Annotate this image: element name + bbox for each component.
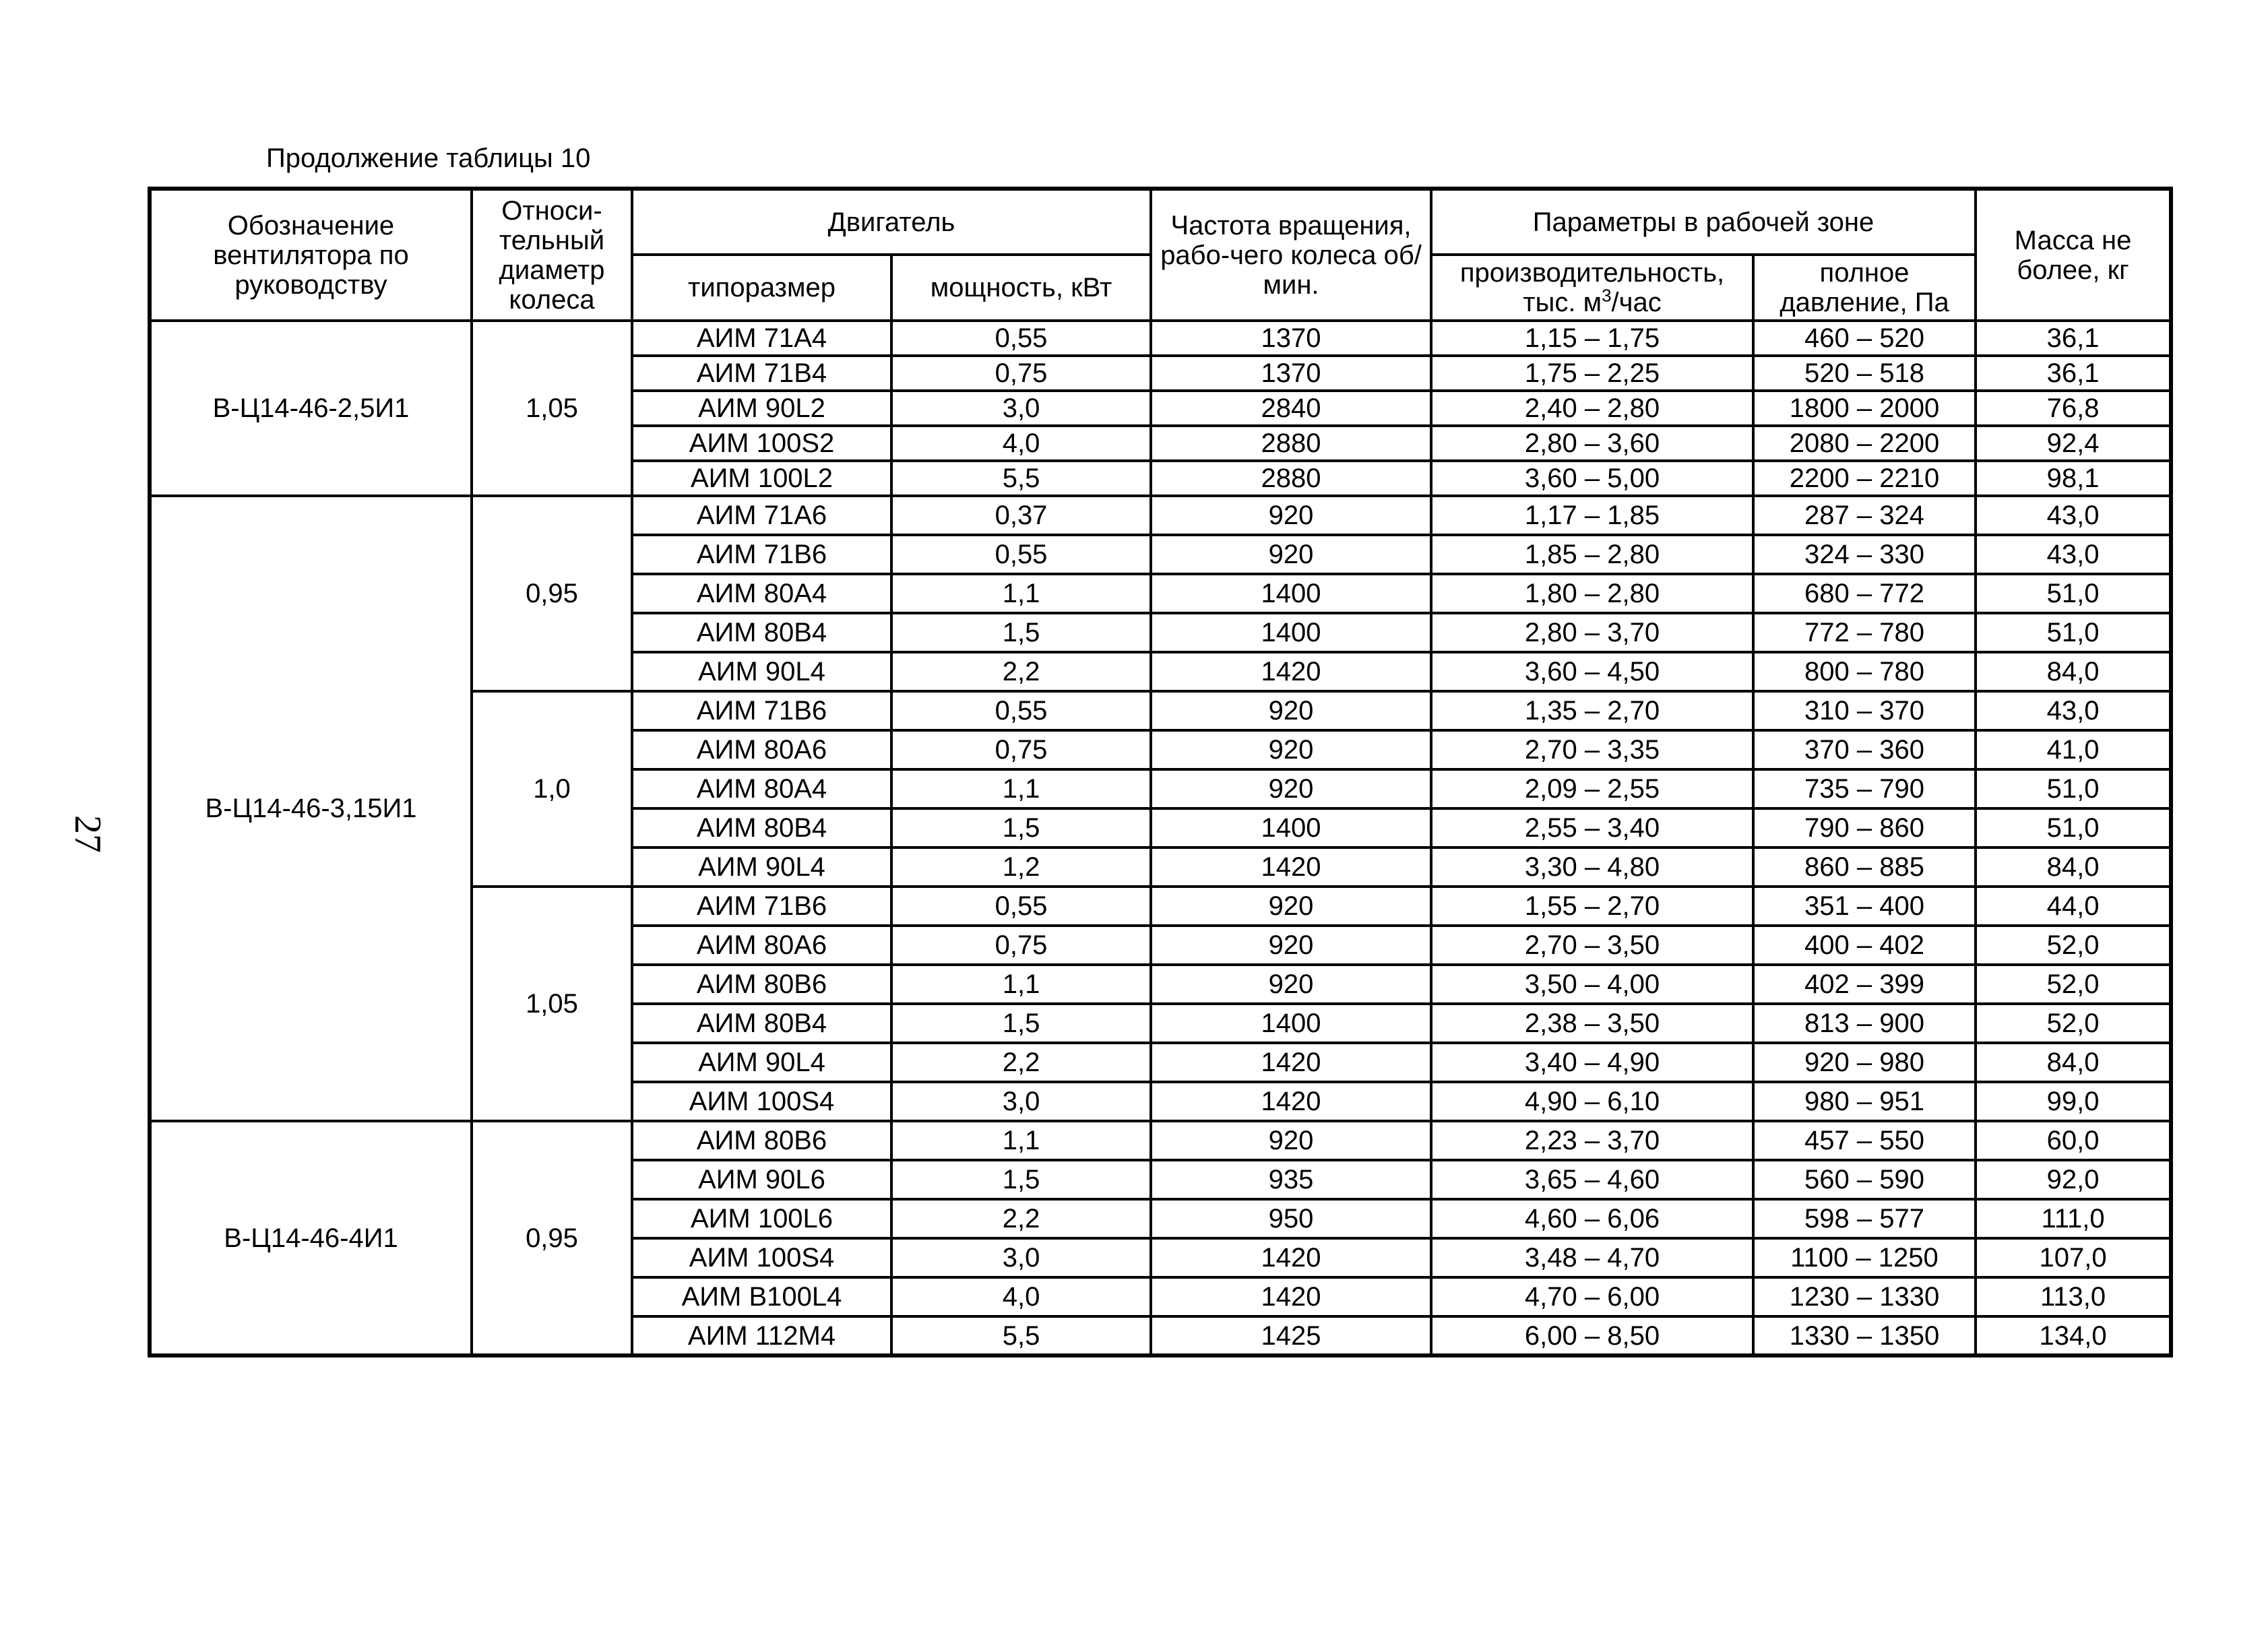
- header-work-zone: Параметры в рабочей зоне: [1431, 189, 1976, 255]
- pressure-cell: 980 – 951: [1753, 1082, 1976, 1121]
- mass-cell: 36,1: [1976, 356, 2171, 391]
- flow-cell: 1,55 – 2,70: [1431, 887, 1753, 926]
- table-caption: Продолжение таблицы 10: [266, 143, 591, 173]
- pressure-cell: 1230 – 1330: [1753, 1277, 1976, 1316]
- mass-cell: 43,0: [1976, 535, 2171, 574]
- pressure-cell: 735 – 790: [1753, 769, 1976, 808]
- page-number: 27: [67, 815, 108, 853]
- pressure-cell: 310 – 370: [1753, 691, 1976, 730]
- motor-power-cell: 5,5: [891, 461, 1151, 496]
- motor-type-cell: АИМ 90L2: [632, 391, 891, 426]
- motor-power-cell: 3,0: [891, 1082, 1151, 1121]
- motor-type-cell: АИМ 100S4: [632, 1238, 891, 1277]
- rpm-cell: 935: [1151, 1160, 1431, 1199]
- pressure-cell: 1330 – 1350: [1753, 1316, 1976, 1355]
- motor-type-cell: АИМ 112М4: [632, 1316, 891, 1355]
- motor-type-cell: АИМ 80А6: [632, 926, 891, 965]
- motor-power-cell: 2,2: [891, 1043, 1151, 1082]
- motor-power-cell: 0,55: [891, 321, 1151, 356]
- mass-cell: 113,0: [1976, 1277, 2171, 1316]
- header-flow-unit: тыс. м: [1523, 288, 1602, 317]
- flow-cell: 1,80 – 2,80: [1431, 574, 1753, 613]
- header-flow-sup: 3: [1602, 285, 1612, 306]
- motor-type-cell: АИМ 100S2: [632, 426, 891, 461]
- mass-cell: 52,0: [1976, 926, 2171, 965]
- rpm-cell: 1420: [1151, 848, 1431, 887]
- header-fan: Обозначение вентилятора по руководству: [150, 189, 472, 321]
- motor-type-cell: АИМ 90L4: [632, 848, 891, 887]
- mass-cell: 107,0: [1976, 1238, 2171, 1277]
- motor-power-cell: 1,5: [891, 613, 1151, 652]
- motor-power-cell: 1,2: [891, 848, 1151, 887]
- rpm-cell: 920: [1151, 496, 1431, 535]
- pressure-cell: 400 – 402: [1753, 926, 1976, 965]
- rpm-cell: 920: [1151, 965, 1431, 1004]
- mass-cell: 51,0: [1976, 808, 2171, 848]
- flow-cell: 1,75 – 2,25: [1431, 356, 1753, 391]
- motor-power-cell: 0,55: [891, 887, 1151, 926]
- motor-type-cell: АИМ 80В4: [632, 808, 891, 848]
- rpm-cell: 920: [1151, 1121, 1431, 1160]
- flow-cell: 3,40 – 4,90: [1431, 1043, 1753, 1082]
- pressure-cell: 2200 – 2210: [1753, 461, 1976, 496]
- motor-power-cell: 1,1: [891, 1121, 1151, 1160]
- rpm-cell: 1420: [1151, 1277, 1431, 1316]
- mass-cell: 84,0: [1976, 848, 2171, 887]
- pressure-cell: 1800 – 2000: [1753, 391, 1976, 426]
- rpm-cell: 1400: [1151, 1004, 1431, 1043]
- motor-type-cell: АИМ 90L4: [632, 1043, 891, 1082]
- table-row: [150, 496, 2171, 535]
- pressure-cell: 1100 – 1250: [1753, 1238, 1976, 1277]
- rpm-cell: 920: [1151, 691, 1431, 730]
- rpm-cell: 920: [1151, 926, 1431, 965]
- mass-cell: 92,4: [1976, 426, 2171, 461]
- motor-type-cell: АИМ 71А6: [632, 496, 891, 535]
- mass-cell: 51,0: [1976, 613, 2171, 652]
- rpm-cell: 2880: [1151, 426, 1431, 461]
- motor-type-cell: АИМ 71В6: [632, 691, 891, 730]
- header-motor-type: типоразмер: [632, 255, 891, 321]
- flow-cell: 3,65 – 4,60: [1431, 1160, 1753, 1199]
- diameter-cell: 1,05: [472, 321, 632, 496]
- mass-cell: 134,0: [1976, 1316, 2171, 1355]
- flow-cell: 4,70 – 6,00: [1431, 1277, 1753, 1316]
- pressure-cell: 351 – 400: [1753, 887, 1976, 926]
- mass-cell: 92,0: [1976, 1160, 2171, 1199]
- flow-cell: 2,09 – 2,55: [1431, 769, 1753, 808]
- header-diameter: Относи-тельный диаметр колеса: [472, 189, 632, 321]
- motor-type-cell: АИМ 71В4: [632, 356, 891, 391]
- motor-type-cell: АИМ 80В6: [632, 965, 891, 1004]
- motor-power-cell: 4,0: [891, 426, 1151, 461]
- table-body: [150, 321, 2171, 1355]
- flow-cell: 1,15 – 1,75: [1431, 321, 1753, 356]
- motor-power-cell: 0,75: [891, 730, 1151, 769]
- motor-power-cell: 1,5: [891, 1160, 1151, 1199]
- flow-cell: 3,50 – 4,00: [1431, 965, 1753, 1004]
- flow-cell: 1,85 – 2,80: [1431, 535, 1753, 574]
- flow-cell: 1,17 – 1,85: [1431, 496, 1753, 535]
- motor-type-cell: АИМ 80В4: [632, 1004, 891, 1043]
- pressure-cell: 800 – 780: [1753, 652, 1976, 691]
- mass-cell: 60,0: [1976, 1121, 2171, 1160]
- motor-power-cell: 1,5: [891, 808, 1151, 848]
- pressure-cell: 520 – 518: [1753, 356, 1976, 391]
- motor-power-cell: 1,1: [891, 769, 1151, 808]
- pressure-cell: 324 – 330: [1753, 535, 1976, 574]
- mass-cell: 52,0: [1976, 965, 2171, 1004]
- rpm-cell: 2880: [1151, 461, 1431, 496]
- mass-cell: 51,0: [1976, 574, 2171, 613]
- motor-type-cell: АИМ 100L6: [632, 1199, 891, 1238]
- mass-cell: 111,0: [1976, 1199, 2171, 1238]
- flow-cell: 2,80 – 3,70: [1431, 613, 1753, 652]
- motor-type-cell: АИМ 71В6: [632, 535, 891, 574]
- pressure-cell: 680 – 772: [1753, 574, 1976, 613]
- pressure-cell: 920 – 980: [1753, 1043, 1976, 1082]
- rpm-cell: 2840: [1151, 391, 1431, 426]
- rpm-cell: 1420: [1151, 1082, 1431, 1121]
- flow-cell: 2,70 – 3,35: [1431, 730, 1753, 769]
- pressure-cell: 813 – 900: [1753, 1004, 1976, 1043]
- header-mass: Масса не более, кг: [1976, 189, 2171, 321]
- header-flow-text: производительность,: [1459, 258, 1725, 288]
- mass-cell: 43,0: [1976, 496, 2171, 535]
- motor-type-cell: АИМ 80А6: [632, 730, 891, 769]
- header-rpm: Частота вращения, рабо-чего колеса об/мин.: [1151, 189, 1431, 321]
- motor-power-cell: 2,2: [891, 1199, 1151, 1238]
- mass-cell: 52,0: [1976, 1004, 2171, 1043]
- motor-type-cell: АИМ 100S4: [632, 1082, 891, 1121]
- pressure-cell: 370 – 360: [1753, 730, 1976, 769]
- motor-type-cell: АИМ 71А4: [632, 321, 891, 356]
- motor-type-cell: АИМ 90L4: [632, 652, 891, 691]
- motor-power-cell: 0,55: [891, 535, 1151, 574]
- mass-cell: 41,0: [1976, 730, 2171, 769]
- pressure-cell: 598 – 577: [1753, 1199, 1976, 1238]
- motor-power-cell: 1,1: [891, 965, 1151, 1004]
- motor-type-cell: АИМ 80А4: [632, 574, 891, 613]
- mass-cell: 36,1: [1976, 321, 2171, 356]
- header-motor: Двигатель: [632, 189, 1151, 255]
- rpm-cell: 1420: [1151, 1238, 1431, 1277]
- mass-cell: 99,0: [1976, 1082, 2171, 1121]
- flow-cell: 1,35 – 2,70: [1431, 691, 1753, 730]
- mass-cell: 43,0: [1976, 691, 2171, 730]
- motor-type-cell: АИМ В100L4: [632, 1277, 891, 1316]
- rpm-cell: 1370: [1151, 356, 1431, 391]
- motor-power-cell: 0,75: [891, 926, 1151, 965]
- mass-cell: 98,1: [1976, 461, 2171, 496]
- table-row: [150, 321, 2171, 356]
- flow-cell: 2,40 – 2,80: [1431, 391, 1753, 426]
- motor-power-cell: 0,75: [891, 356, 1151, 391]
- flow-cell: 3,48 – 4,70: [1431, 1238, 1753, 1277]
- motor-power-cell: 3,0: [891, 391, 1151, 426]
- rpm-cell: 1400: [1151, 808, 1431, 848]
- pressure-cell: 2080 – 2200: [1753, 426, 1976, 461]
- fan-parameters-table: [148, 187, 2173, 1357]
- flow-cell: 3,60 – 4,50: [1431, 652, 1753, 691]
- flow-cell: 4,90 – 6,10: [1431, 1082, 1753, 1121]
- rpm-cell: 920: [1151, 730, 1431, 769]
- pressure-cell: 560 – 590: [1753, 1160, 1976, 1199]
- motor-power-cell: 1,5: [891, 1004, 1151, 1043]
- motor-power-cell: 1,1: [891, 574, 1151, 613]
- mass-cell: 51,0: [1976, 769, 2171, 808]
- pressure-cell: 287 – 324: [1753, 496, 1976, 535]
- motor-type-cell: АИМ 80А4: [632, 769, 891, 808]
- flow-cell: 3,60 – 5,00: [1431, 461, 1753, 496]
- table-row: [150, 1121, 2171, 1160]
- mass-cell: 84,0: [1976, 652, 2171, 691]
- rpm-cell: 1420: [1151, 652, 1431, 691]
- pressure-cell: 457 – 550: [1753, 1121, 1976, 1160]
- motor-type-cell: АИМ 80В4: [632, 613, 891, 652]
- mass-cell: 84,0: [1976, 1043, 2171, 1082]
- diameter-cell: 1,0: [472, 691, 632, 887]
- fan-designation-cell: В-Ц14-46-3,15И1: [150, 496, 472, 1121]
- motor-type-cell: АИМ 71В6: [632, 887, 891, 926]
- pressure-cell: 790 – 860: [1753, 808, 1976, 848]
- pressure-cell: 460 – 520: [1753, 321, 1976, 356]
- rpm-cell: 1425: [1151, 1316, 1431, 1355]
- diameter-cell: 0,95: [472, 1121, 632, 1355]
- rpm-cell: 920: [1151, 535, 1431, 574]
- rpm-cell: 1370: [1151, 321, 1431, 356]
- flow-cell: 3,30 – 4,80: [1431, 848, 1753, 887]
- flow-cell: 2,38 – 3,50: [1431, 1004, 1753, 1043]
- rpm-cell: 920: [1151, 887, 1431, 926]
- flow-cell: 2,23 – 3,70: [1431, 1121, 1753, 1160]
- diameter-cell: 1,05: [472, 887, 632, 1121]
- flow-cell: 2,70 – 3,50: [1431, 926, 1753, 965]
- fan-designation-cell: В-Ц14-46-4И1: [150, 1121, 472, 1355]
- motor-power-cell: 3,0: [891, 1238, 1151, 1277]
- motor-type-cell: АИМ 80В6: [632, 1121, 891, 1160]
- rpm-cell: 920: [1151, 769, 1431, 808]
- header-pressure: полное давление, Па: [1753, 255, 1976, 321]
- pressure-cell: 402 – 399: [1753, 965, 1976, 1004]
- flow-cell: 6,00 – 8,50: [1431, 1316, 1753, 1355]
- mass-cell: 44,0: [1976, 887, 2171, 926]
- header-flow-unit-tail: /час: [1611, 288, 1662, 317]
- mass-cell: 76,8: [1976, 391, 2171, 426]
- flow-cell: 2,55 – 3,40: [1431, 808, 1753, 848]
- motor-type-cell: АИМ 90L6: [632, 1160, 891, 1199]
- fan-designation-cell: В-Ц14-46-2,5И1: [150, 321, 472, 496]
- motor-power-cell: 5,5: [891, 1316, 1151, 1355]
- rpm-cell: 950: [1151, 1199, 1431, 1238]
- motor-power-cell: 0,55: [891, 691, 1151, 730]
- motor-power-cell: 4,0: [891, 1277, 1151, 1316]
- pressure-cell: 772 – 780: [1753, 613, 1976, 652]
- motor-type-cell: АИМ 100L2: [632, 461, 891, 496]
- pressure-cell: 860 – 885: [1753, 848, 1976, 887]
- motor-power-cell: 2,2: [891, 652, 1151, 691]
- rpm-cell: 1400: [1151, 613, 1431, 652]
- header-motor-power: мощность, кВт: [891, 255, 1151, 321]
- flow-cell: 4,60 – 6,06: [1431, 1199, 1753, 1238]
- flow-cell: 2,80 – 3,60: [1431, 426, 1753, 461]
- rpm-cell: 1400: [1151, 574, 1431, 613]
- motor-power-cell: 0,37: [891, 496, 1151, 535]
- diameter-cell: 0,95: [472, 496, 632, 691]
- rpm-cell: 1420: [1151, 1043, 1431, 1082]
- header-flow: [1431, 255, 1753, 321]
